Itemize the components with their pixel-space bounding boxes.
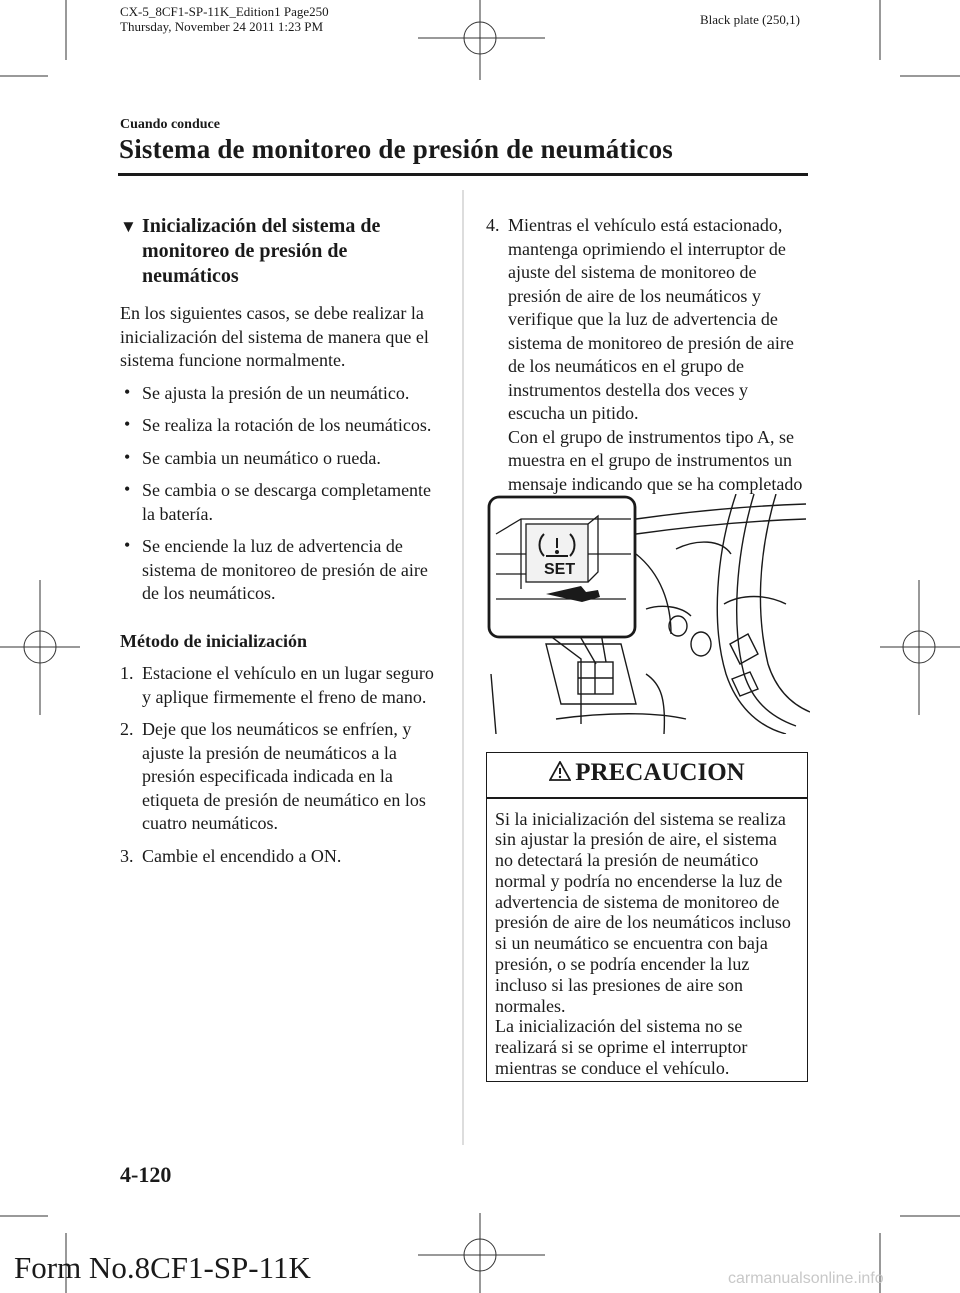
step-number: 3. [120,845,134,866]
dashboard-illustration [486,494,810,734]
step-text: Deje que los neumáticos se enfríen, y ajuste la presión de neumáticos a la presión especificada indicada en la etiqueta de presión de neumático en los cuatro neumáticos. [142,719,426,833]
step-text: Cambie el encendido a ON. [142,845,342,866]
caution-box [486,752,808,1082]
step-number: 4. [486,215,500,235]
step-item [120,662,442,709]
right-column [486,214,808,520]
method-heading: Método de inicialización [120,630,307,651]
form-number: Form No.8CF1-SP-11K [14,1250,311,1285]
warning-triangle-icon [549,761,571,781]
caution-text: Si la inicialización del sistema se realiza sin ajustar la presión de aire, el sistema no detectará la presión de neumático normal y podría no encenderse la luz de advertencia de sistema de monitoreo de presión de aire de los neumáticos incluso si un neumático se encuentra con baja presión, o se podría encender la luz incluso si las presiones de aire son normales. [495,808,791,1016]
triangle-marker-icon: ▼ [120,217,137,236]
file-line: CX-5_8CF1-SP-11K_Edition1 Page250 [120,4,329,19]
step-item [486,214,808,520]
page-title: Sistema de monitoreo de presión de neumáticos [119,134,673,164]
caution-body [487,799,807,1079]
list-item: • Se ajusta la presión de un neumático. [120,382,442,406]
intro-paragraph: En los siguientes casos, se debe realizar la inicialización del sistema de manera que el sistema funcione normalmente. [120,303,429,370]
step-number: 1. [120,663,134,683]
step-text: Mientras el vehículo está estacionado, mantenga oprimiendo el interruptor de ajuste del sistema de monitoreo de presión de aire de los neumáticos y verifique que la luz de advertencia de sistema de monitoreo de presión de aire de los neumáticos en el grupo de instrumentos destella dos veces y escucha un pitido. [508,215,794,423]
subheading-text: Inicialización del sistema de monitoreo de presión de neumáticos [142,215,381,287]
list-item: • Se cambia o se descarga completamente la batería. [120,479,442,526]
step-item [120,718,442,836]
subheading [120,214,442,289]
step-list [120,662,442,868]
list-item: • Se cambia un neumático o rueda. [120,447,442,471]
bullet-list [120,382,442,606]
file-info [120,4,329,34]
step-text-continued: Con el grupo de instrumentos tipo A, se muestra en el grupo de instrumentos un mensaje indicando que se ha completado [508,426,803,494]
watermark: carmanualsonline.info [728,1270,884,1287]
left-column [120,214,442,868]
plate-label: Black plate (250,1) [700,12,800,27]
date-line: Thursday, November 24 2011 1:23 PM [120,19,324,34]
caution-header [487,759,807,787]
title-rule [118,173,808,176]
step-text: Estacione el vehículo en un lugar seguro y aplique firmemente el freno de mano. [142,663,434,707]
section-label: Cuando conduce [120,117,220,132]
set-button-label: SET [544,561,576,578]
step-number: 2. [120,719,134,739]
step-item [120,845,442,869]
list-item: • Se realiza la rotación de los neumáticos. [120,414,442,438]
caution-text: La inicialización del sistema no se realizará si se oprime el interruptor mientras se conduce el vehículo. [495,1016,748,1079]
caution-title: PRECAUCION [575,759,745,786]
list-item: • Se enciende la luz de advertencia de sistema de monitoreo de presión de aire de los neumáticos. [120,535,442,606]
page-number: 4-120 [120,1162,172,1187]
